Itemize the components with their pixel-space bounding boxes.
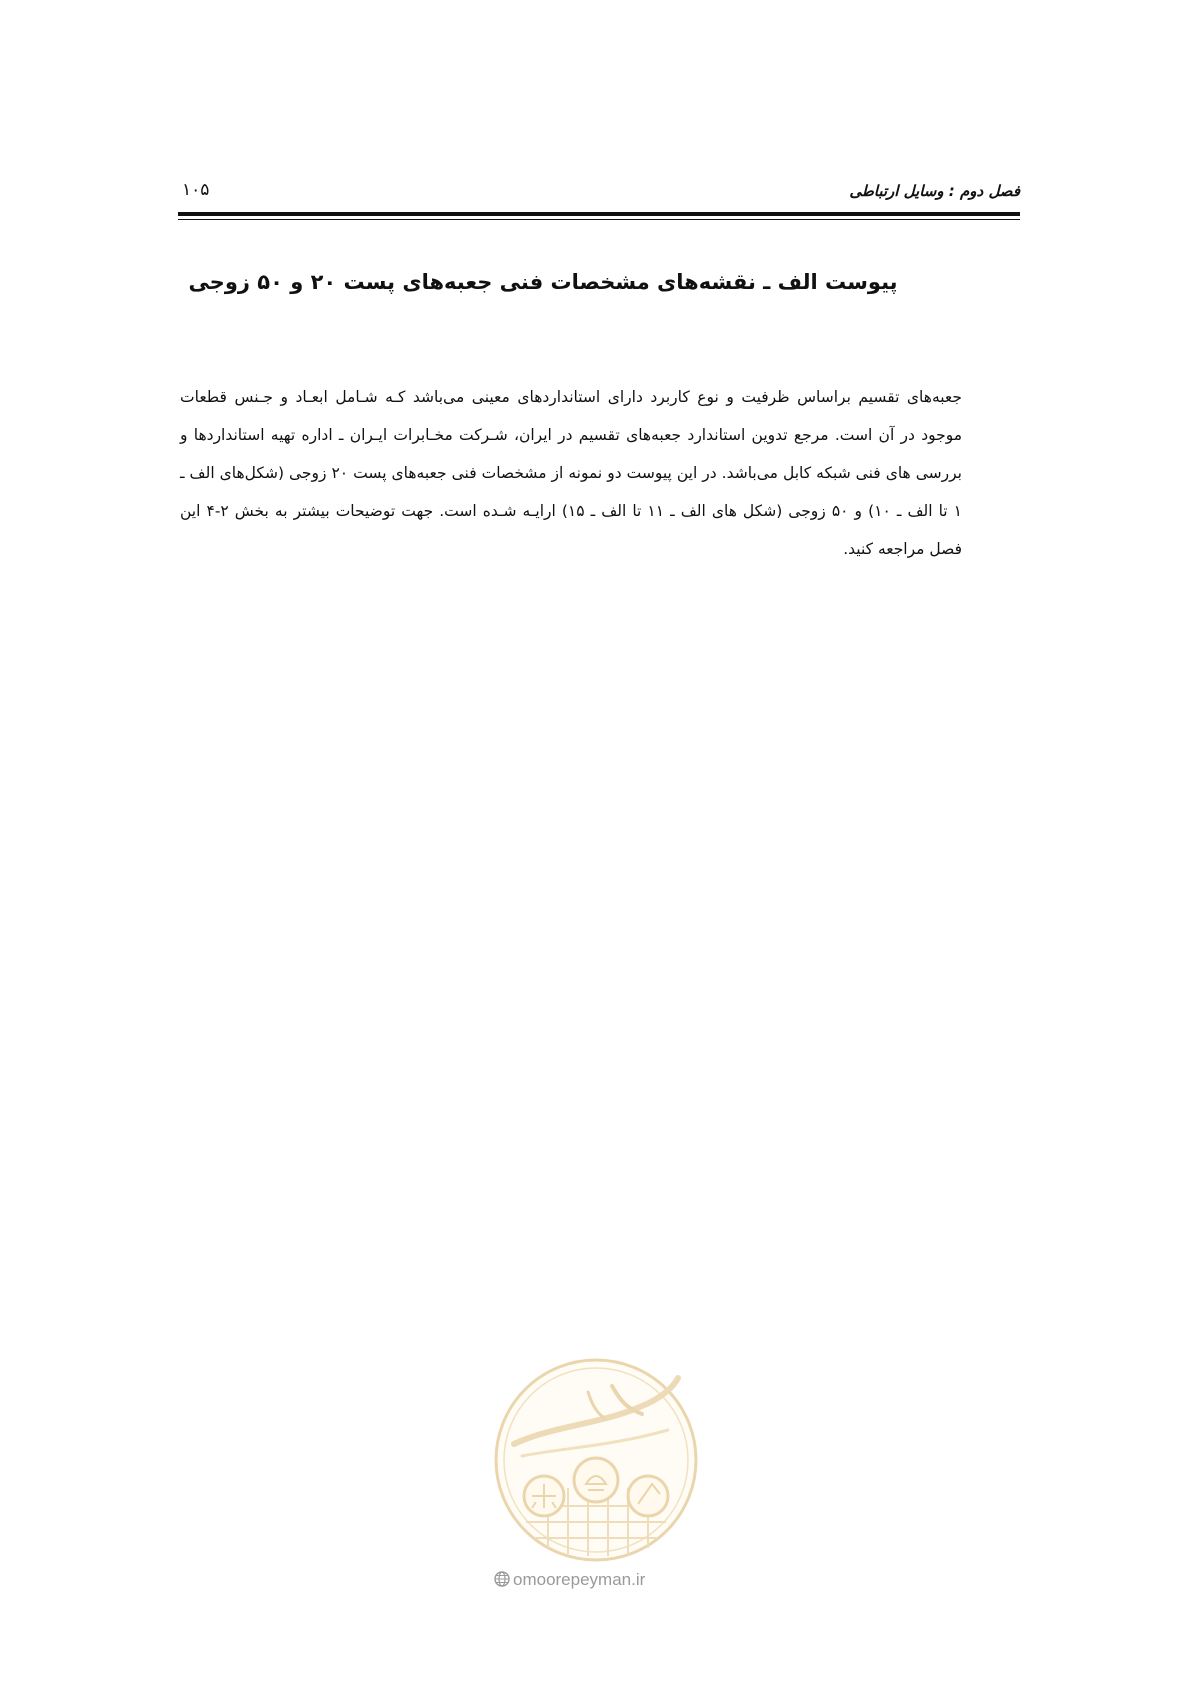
watermark-website: [494, 1570, 704, 1592]
appendix-title: پیوست الف ـ نقشه‌های مشخصات فنی جعبه‌های پست ۲۰ و ۵۰ زوجی: [188, 270, 898, 294]
body-paragraph: جعبه‌های تقسیم براساس ظرفیت و نوع کاربرد دارای استانداردهای معینی می‌باشد کـه شـامل ابعـاد و جـنس قطعات موجود در آن است. مرجع تدوین استاندارد جعبه‌های تقسیم در ایران، شـرکت مخـابرات ایـران ـ اداره تهیه استانداردها و بررسی های فنی شبکه کابل می‌باشد. در این پیوست دو نمونه از مشخصات فنی جعبه‌های پست ۲۰ زوجی (شکل‌های الف ـ ۱ تا الف ـ ۱۰) و ۵۰ زوجی (شکل های الف ـ ۱۱ تا الف ـ ۱۵) ارایـه شـده است. جهت توضیحات بیشتر به بخش ۲-۴ این فصل مراجعه کنید.: [180, 388, 962, 558]
header-rule-thin: [178, 219, 1020, 220]
watermark-logo: [492, 1356, 700, 1564]
watermark-website-text: omoorepeyman.ir: [513, 1570, 646, 1589]
globe-icon: [494, 1571, 510, 1587]
page-number: ۱۰۵: [182, 180, 210, 200]
header-rule-thick: [178, 212, 1020, 216]
running-header: [178, 176, 1020, 210]
chapter-title: فصل دوم : وسایل ارتباطی: [849, 182, 1020, 200]
